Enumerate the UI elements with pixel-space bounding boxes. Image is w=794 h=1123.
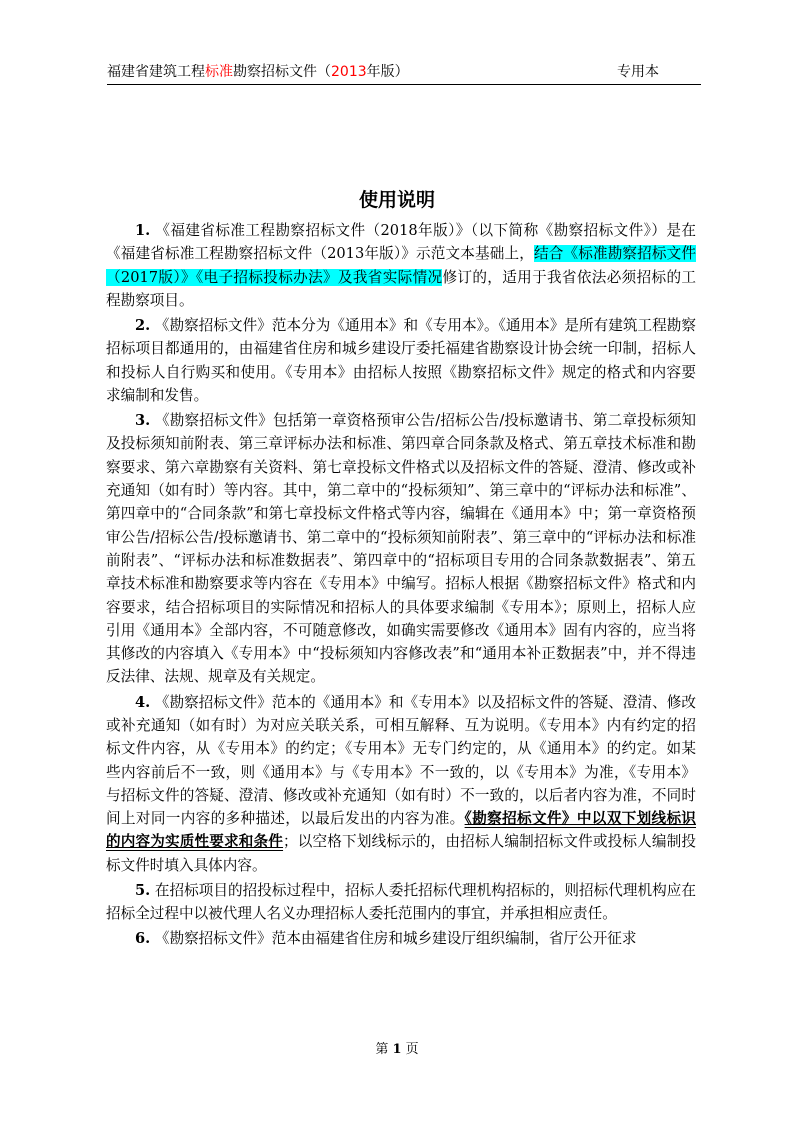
- paragraph-text: 《勘察招标文件》范本由福建省住房和城乡建设厅组织编制，省厅公开征求: [154, 930, 637, 948]
- footer-suffix: 页: [401, 1042, 419, 1057]
- page-title: 使用说明: [358, 189, 435, 211]
- paragraph-text: 《勘察招标文件》范本分为《通用本》和《专用本》。《通用本》是所有建筑工程勘察招标项目都通用的，由福建省住房和城乡建设厅委托福建省勘察设计协会统一印制，招标人和投标人自行购买和使用。《专用本》由招标人按照《勘察招标文件》规定的格式和内容要求编制和发售。: [106, 317, 696, 404]
- paragraph-text: 《福建省标准工程勘察招标文件（2018年版）》（以下简称《勘察招标文件》）是在《福建省标准工程勘察招标文件（2013年版）》示范文本基础上，: [106, 222, 696, 263]
- page-number: 1: [392, 1042, 402, 1057]
- paragraph-4: [106, 691, 696, 877]
- paragraph-text-tail: ；以空格下划线标示的，由招标人编制招标文件或投标人编制投标文件时填入具体内容。: [106, 833, 696, 874]
- document-body: [106, 219, 696, 953]
- paragraph-text: 在招标项目的招投标过程中，招标人委托招标代理机构招标的，则招标代理机构应在招标全过程中以被代理人名义办理招标人委托范围内的事宜，并承担相应责任。: [106, 881, 696, 923]
- page-header: [107, 62, 701, 85]
- paragraph-5: [106, 879, 696, 926]
- header-document-title: [107, 62, 409, 82]
- paragraph-number: 3.: [135, 412, 151, 430]
- paragraph-1: [106, 219, 696, 312]
- paragraph-text: 《勘察招标文件》范本的《通用本》和《专用本》以及招标文件的答疑、澄清、修改或补充通知（如有时）为对应关联关系，可相互解释、互为说明。《专用本》内有约定的招标文件内容，从《专用本》的约定；《专用本》无专门约定的，从《通用本》的约定。如某些内容前后不一致，则《通用本》与《专用本》不一致的，以《专用本》为准，《专用本》与招标文件的答疑、澄清、修改或补充通知（如有时）不一致的，以后者内容为准，不同时间上对同一内容的多种描述，以最后发出的内容为准。: [106, 693, 696, 828]
- paragraph-text-tail: 修订的，适用于我省依法必须招标的工程勘察项目。: [106, 268, 696, 309]
- paragraph-2: [106, 314, 696, 407]
- footer-prefix: 第: [375, 1042, 393, 1057]
- paragraph-6: [106, 927, 696, 950]
- highlighted-text: 结合《标准勘察招标文件（2017版）》《电子招标投标办法》及我省实际情况: [106, 245, 696, 286]
- header-title-year: 2013: [331, 64, 367, 80]
- paragraph-number: 4.: [135, 693, 151, 711]
- header-title-mid: 勘察招标文件（: [233, 64, 331, 80]
- paragraph-number: 2.: [135, 317, 151, 335]
- page-footer: [0, 1041, 794, 1059]
- header-right-label: 专用本: [617, 64, 659, 80]
- double-underlined-text: 《勘察招标文件》中以双下划线标识的内容为实质性要求和条件: [106, 810, 696, 851]
- paragraph-number: 5.: [135, 881, 151, 899]
- header-title-suffix: 年版）: [366, 64, 409, 80]
- paragraph-number: 1.: [135, 222, 151, 239]
- header-title-prefix: 福建省建筑工程: [107, 64, 205, 80]
- paragraph-number: 6.: [135, 930, 151, 948]
- header-title-red: 标准: [205, 64, 233, 80]
- paragraph-text: 《勘察招标文件》包括第一章资格预审公告/招标公告/投标邀请书、第二章投标须知及投标须知前附表、第三章评标办法和标准、第四章合同条款及格式、第五章技术标准和勘察要求、第六章勘察有关资料、第七章投标文件格式以及招标文件的答疑、澄清、修改或补充通知（如有时）等内容。其中，第二章中的“投标须知”、第三章中的“评标办法和标准”、第四章中的“合同条款”和第七章投标文件格式等内容，编辑在《通用本》中；第一章资格预审公告/招标公告/投标邀请书、第二章中的“投标须知前附表”、第三章中的“评标办法和标准前附表”、“评标办法和标准数据表”、第四章中的“招标项目专用的合同条款数据表”、第五章技术标准和勘察要求等内容在《专用本》中编写。招标人根据《勘察招标文件》格式和内容要求，结合招标项目的实际情况和招标人的具体要求编制《专用本》；原则上，招标人应引用《通用本》全部内容，不可随意修改，如确实需要修改《通用本》固有内容的，应当将其修改的内容填入《专用本》中“投标须知内容修改表”和“通用本补正数据表”中，并不得违反法律、法规、规章及有关规定。: [106, 412, 696, 686]
- paragraph-3: [106, 409, 696, 689]
